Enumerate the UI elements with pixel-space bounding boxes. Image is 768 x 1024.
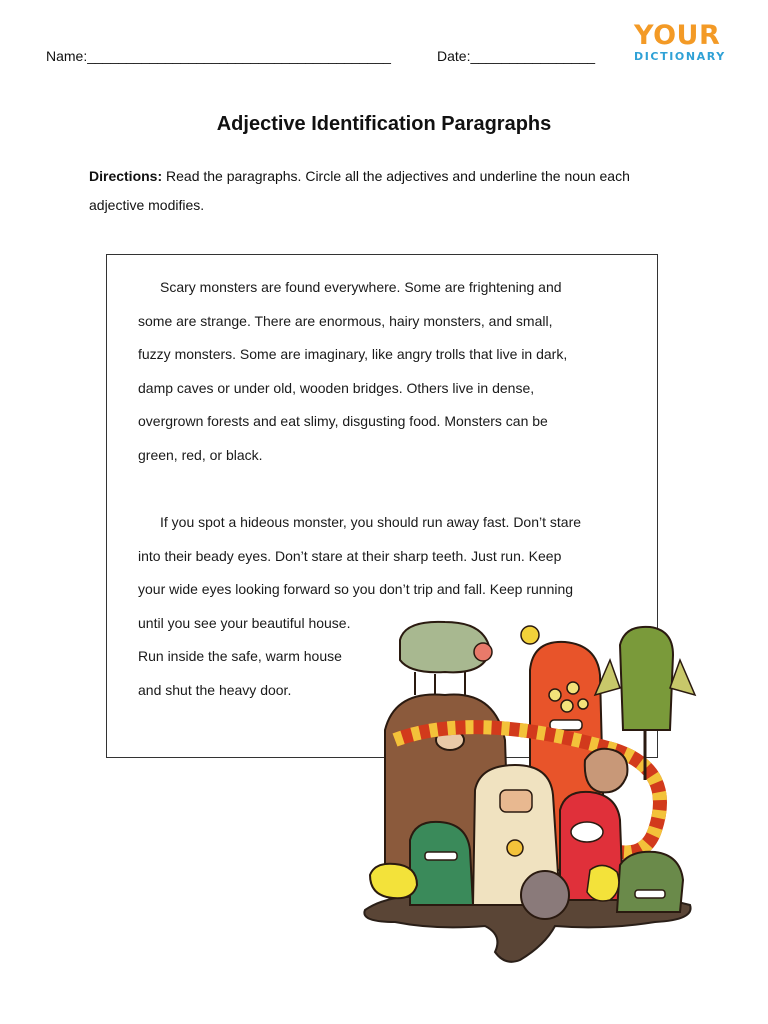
paragraph-line: your wide eyes looking forward so you don’t trip and fall. Keep running [138, 581, 574, 598]
paragraph-line: Run inside the safe, warm house [138, 648, 342, 665]
monsters-illustration [355, 600, 700, 970]
paragraph-1 [138, 271, 567, 473]
directions-label: Directions: [89, 168, 163, 184]
paragraph-line: some are strange. There are enormous, hairy monsters, and small, [138, 312, 553, 329]
page-title: Adjective Identification Paragraphs [216, 113, 552, 135]
paragraph-line: damp caves or under old, wooden bridges. Others live in dense, [138, 379, 535, 396]
name-field-label: Name:_______________________________________ [46, 48, 391, 64]
paragraph-line: until you see your beautiful house. [138, 614, 351, 631]
directions-text [89, 162, 689, 220]
paragraph-line: green, red, or black. [138, 446, 263, 463]
directions-body: Read the paragraphs. Circle all the adjectives and underline the noun each adjective modifies. [89, 168, 630, 213]
paragraph-line: into their beady eyes. Don’t stare at their sharp teeth. Just run. Keep [138, 547, 562, 564]
yourdictionary-logo [634, 22, 730, 74]
paragraph-line: overgrown forests and eat slimy, disgusting food. Monsters can be [138, 413, 548, 430]
paragraph-line: fuzzy monsters. Some are imaginary, like angry trolls that live in dark, [138, 346, 568, 363]
paragraph-line: Scary monsters are found everywhere. Some are frightening and [160, 279, 562, 295]
logo-word-your: YOUR [634, 20, 721, 51]
paragraph-line: If you spot a hideous monster, you should run away fast. Don’t stare [160, 514, 582, 530]
logo-word-dictionary: DICTIONARY [634, 50, 726, 63]
paragraph-line: and shut the heavy door. [138, 681, 292, 698]
date-field-label: Date:________________ [437, 48, 596, 64]
